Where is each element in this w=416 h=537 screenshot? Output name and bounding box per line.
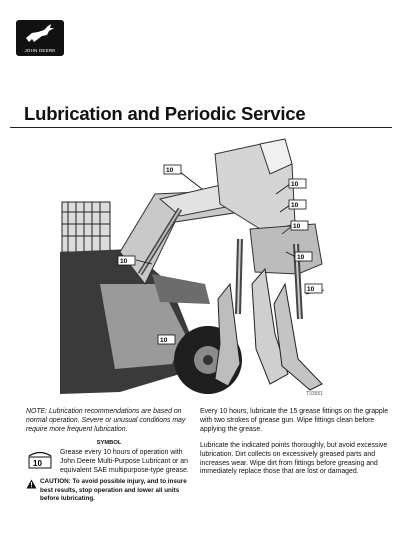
grapple-loader-illustration bbox=[60, 134, 350, 402]
deer-icon bbox=[20, 22, 60, 46]
svg-text:10: 10 bbox=[166, 167, 174, 174]
left-column bbox=[26, 408, 192, 504]
grease-symbol-icon bbox=[26, 449, 54, 471]
grease-callout bbox=[158, 335, 175, 344]
logo-brand-text: JOHN DEERE bbox=[24, 48, 56, 53]
svg-text:10: 10 bbox=[160, 337, 168, 344]
fittings-paragraph: Every 10 hours, lubricate the 15 grease fittings on the grapple with two strokes of grease gun. Wipe fittings clean before applying the grease. bbox=[200, 408, 389, 433]
symbol-description: Grease every 10 hours of operation with John Deere Multi-Purpose Lubricant or an equivalent SAE multipurpose-type grease. bbox=[60, 448, 189, 474]
john-deere-logo bbox=[16, 20, 64, 56]
svg-text:10: 10 bbox=[293, 223, 301, 230]
svg-text:10: 10 bbox=[291, 181, 299, 188]
lubrication-note: NOTE: Lubrication recommendations are based on normal operation. Severe or unusual conditions may require more frequent lubrication. bbox=[26, 408, 186, 433]
figure-id: T33551 bbox=[306, 391, 323, 397]
symbol-legend bbox=[26, 449, 192, 476]
caution-block bbox=[26, 478, 192, 503]
lubrication-paragraph: Lubricate the indicated points thoroughly, but avoid excessive lubrication. Dirt collects on excessively greased parts and increases wear. Wipe dirt from fittings before greasing and immediately replace those that are lost or damaged. bbox=[200, 441, 388, 476]
warning-triangle-icon bbox=[26, 479, 37, 489]
grease-callout bbox=[305, 284, 324, 294]
title-rule bbox=[10, 127, 392, 128]
svg-text:10: 10 bbox=[33, 458, 42, 468]
page-title: Lubrication and Periodic Service bbox=[24, 103, 306, 124]
svg-text:10: 10 bbox=[120, 258, 128, 265]
svg-text:10: 10 bbox=[291, 202, 299, 209]
svg-text:10: 10 bbox=[297, 254, 305, 261]
right-column bbox=[200, 408, 392, 484]
symbol-heading: SYMBOL bbox=[96, 439, 122, 446]
cab-cage bbox=[62, 202, 110, 252]
caution-text: CAUTION: To avoid possible injury, and to insure best results, stop operation and lower all units before lubricating. bbox=[40, 478, 187, 503]
svg-text:10: 10 bbox=[307, 286, 315, 293]
